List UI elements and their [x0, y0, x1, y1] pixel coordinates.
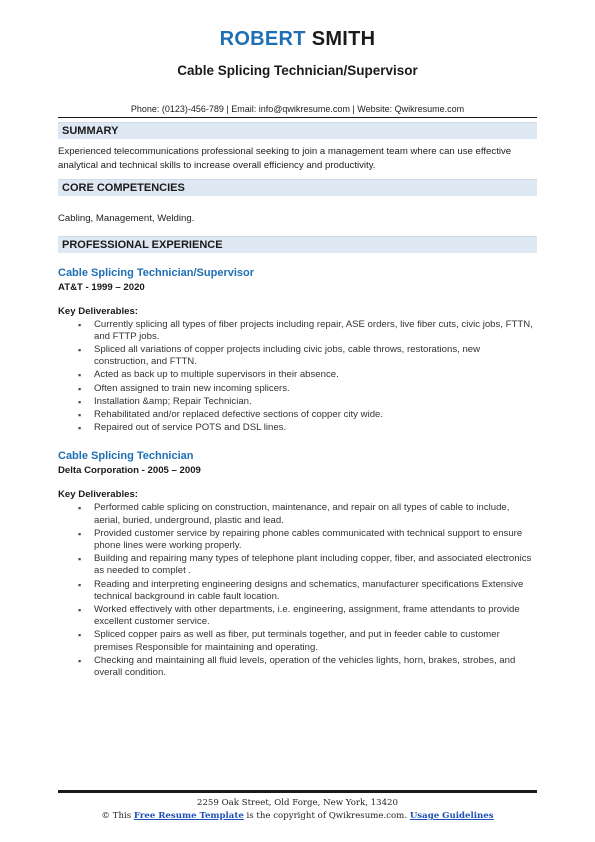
list-item: ▪ Currently splicing all types of fiber projects including repair, ASE orders, live fiber cuts, civic jobs, FTTN, and FTTP jobs.: [94, 319, 537, 343]
competencies-text: Cabling, Management, Welding.: [58, 213, 195, 224]
list-item: ▪ Acted as back up to multiple supervisors in their absence.: [94, 369, 537, 381]
list-item: ▪ Worked effectively with other departments, i.e. engineering, assignment, frame attendants to provide excellent customer service.: [94, 604, 537, 628]
footer-address: 2259 Oak Street, Old Forge, New York, 13420: [196, 798, 398, 808]
candidate-name: [58, 0, 537, 51]
deliverables-list: [58, 319, 537, 435]
job-title-heading: Cable Splicing Technician/Supervisor: [177, 63, 418, 78]
summary-heading: SUMMARY: [58, 122, 537, 139]
deliverables-label: Key Deliverables:: [58, 489, 138, 501]
last-name: SMITH: [311, 28, 376, 50]
list-item: ▪ Spliced copper pairs as well as fiber, put terminals together, and put in feeder cable to customer premises Responsible for maintaining and operating.: [94, 629, 537, 653]
usage-guidelines-link[interactable]: Usage Guidelines: [409, 811, 494, 821]
footer-copyright: [58, 811, 537, 821]
list-item: ▪ Spliced all variations of copper projects including civic jobs, cable throws, restorations, new construction, and FTTN.: [94, 344, 537, 368]
list-item: ▪ Installation &amp; Repair Technician.: [94, 396, 537, 408]
list-item: ▪ Performed cable splicing on construction, maintenance, and repair on all types of cable to include, aerial, buried, underground, plastic and lead.: [94, 502, 537, 526]
copyright-prefix: © This: [101, 811, 132, 821]
job-title: Cable Splicing Technician: [58, 450, 194, 463]
list-item: ▪ Checking and maintaining all fluid levels, operation of the vehicles lights, horn, brakes, strobes, and overall condition.: [94, 655, 537, 679]
deliverables-list: [58, 502, 537, 679]
summary-text: Experienced telecommunications professional seeking to join a management team where can use effective analytical and technical skills to increase overall efficiency and productivity.: [58, 146, 512, 171]
job-company: AT&T - 1999 – 2020: [58, 281, 145, 293]
deliverables-label: Key Deliverables:: [58, 305, 138, 317]
contact-line: Phone: (0123)-456-789 | Email: info@qwikresume.com | Website: Qwikresume.com: [58, 104, 537, 118]
free-resume-template-link[interactable]: Free Resume Template: [133, 811, 244, 821]
job-entry-1: [58, 267, 537, 435]
list-item: ▪ Repaired out of service POTS and DSL lines.: [94, 422, 537, 434]
list-item: ▪ Building and repairing many types of telephone plant including copper, fiber, and associated electronics as needed to complet .: [94, 553, 537, 577]
list-item: ▪ Often assigned to train new incoming splicers.: [94, 383, 537, 395]
list-item: ▪ Reading and interpreting engineering designs and schematics, manufacturer specifications Extensive technical background in cable fault location.: [94, 579, 537, 603]
job-entry-2: [58, 450, 537, 679]
list-item: ▪ Provided customer service by repairing phone cables communicated with technical support to ensure phone lines were working properly.: [94, 528, 537, 552]
experience-heading: PROFESSIONAL EXPERIENCE: [58, 236, 537, 253]
competencies-heading: CORE COMPETENCIES: [58, 179, 537, 196]
list-item: ▪ Rehabilitated and/or replaced defective sections of copper city wide.: [94, 409, 537, 421]
page-footer: [58, 790, 537, 821]
job-company: Delta Corporation - 2005 – 2009: [58, 465, 201, 477]
copyright-middle: is the copyright of Qwikresume.com.: [246, 811, 408, 821]
job-title: Cable Splicing Technician/Supervisor: [58, 266, 255, 279]
first-name: ROBERT: [219, 28, 306, 50]
